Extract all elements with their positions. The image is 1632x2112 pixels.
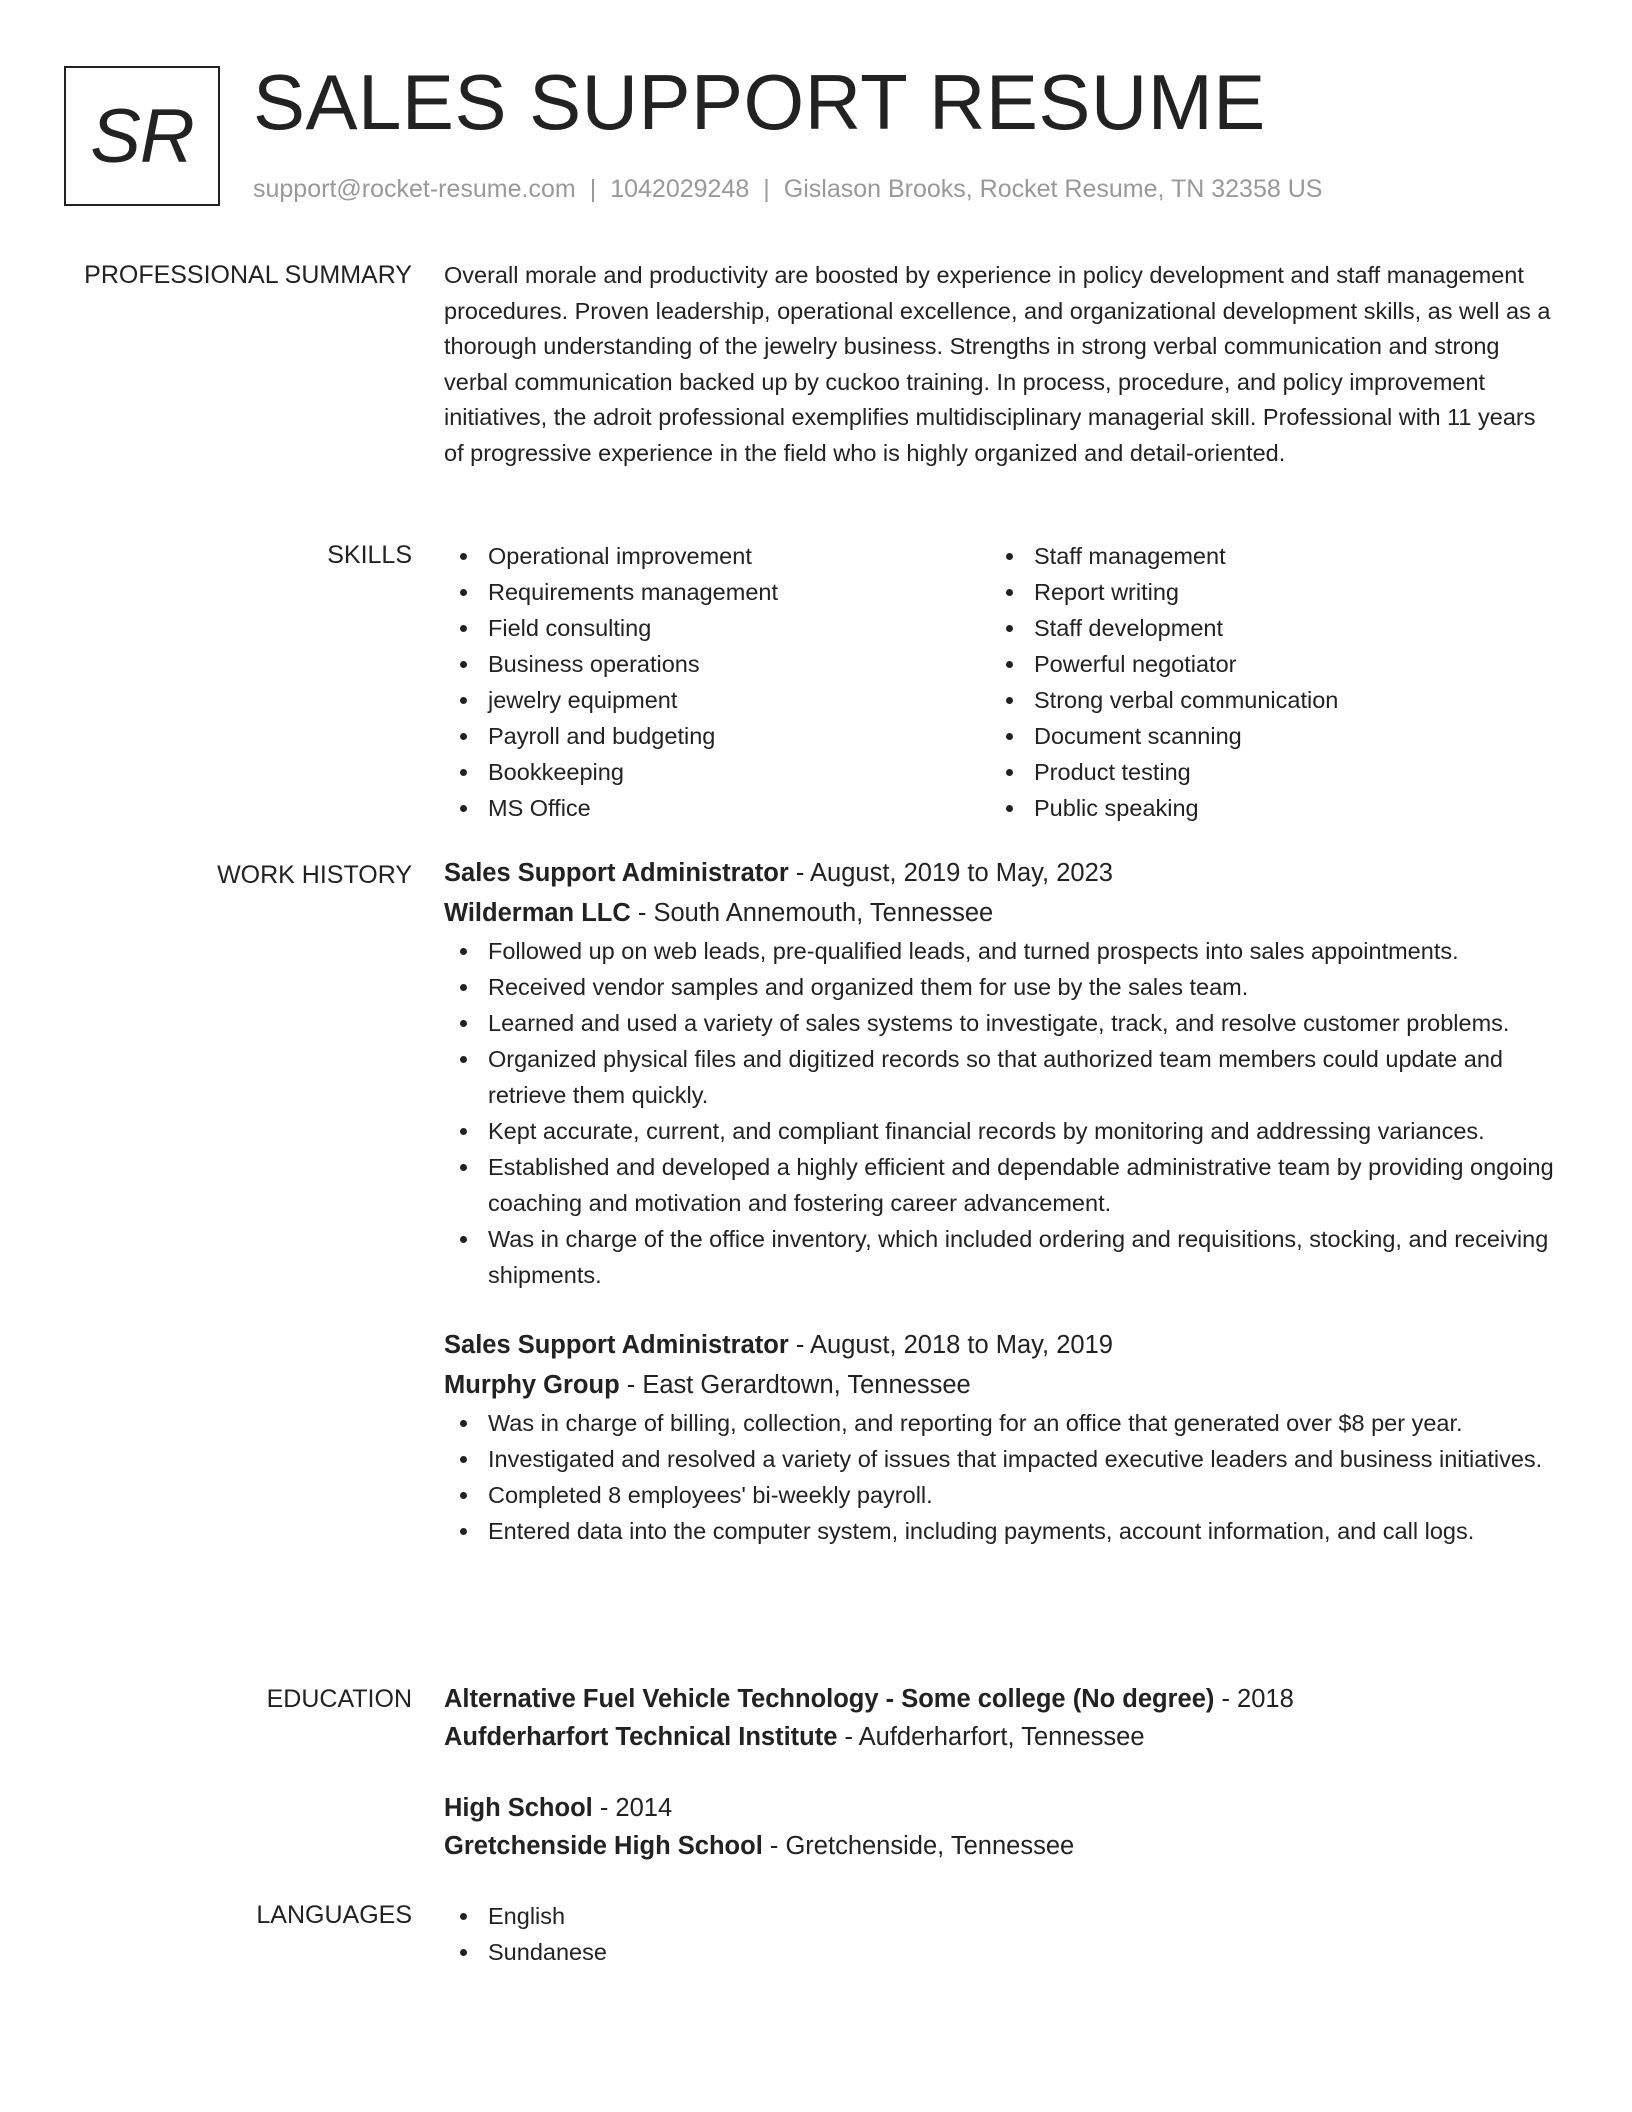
education-school: Aufderharfort Technical Institute (444, 1723, 838, 1751)
job-duty: Received vendor samples and organized them for use by the sales team. (444, 969, 1564, 1005)
job-company-line (444, 1365, 1564, 1405)
job-location: - East Gerardtown, Tennessee (619, 1371, 971, 1399)
job-entry (444, 853, 1564, 1293)
work-history-heading: WORK HISTORY (217, 861, 412, 889)
skill-item: Business operations (444, 646, 990, 682)
job-duty: Was in charge of the office inventory, which included ordering and requisitions, stocking, and receiving shipments. (444, 1221, 1564, 1293)
job-company-line (444, 893, 1564, 933)
summary-heading: PROFESSIONAL SUMMARY (84, 261, 412, 289)
skill-item: Field consulting (444, 610, 990, 646)
skill-item: Payroll and budgeting (444, 718, 990, 754)
skill-item: Bookkeeping (444, 754, 990, 790)
summary-text: Overall morale and productivity are boosted by experience in policy development and staff management procedures. Proven leadership, operational excellence, and organizational development skills, as well as a thorough understanding of the jewelry business. Strengths in strong verbal communication and strong verbal communication backed up by cuckoo training. In process, procedure, and policy improvement initiatives, the adroit professional exemplifies multidisciplinary managerial skill. Professional with 11 years of progressive experience in the field who is highly organized and detail-oriented. (444, 262, 1551, 466)
monogram-logo: SR (64, 66, 220, 206)
contact-phone[interactable]: 1042029248 (610, 175, 750, 203)
education-year: - 2018 (1214, 1685, 1294, 1713)
education-entry (444, 1789, 1564, 1865)
job-title: Sales Support Administrator (444, 859, 789, 887)
language-item: English (444, 1898, 1564, 1934)
education-heading: EDUCATION (266, 1685, 412, 1713)
skill-item: Staff development (990, 610, 1536, 646)
skill-item: Requirements management (444, 574, 990, 610)
job-duty: Established and developed a highly efficient and dependable administrative team by providing ongoing coaching and motivation and fostering career advancement. (444, 1149, 1564, 1221)
job-company: Wilderman LLC (444, 899, 631, 927)
contact-line (253, 172, 1322, 206)
education-year: - 2014 (592, 1794, 673, 1822)
job-dates: - August, 2019 to May, 2023 (788, 859, 1113, 887)
work-history-body (444, 858, 1564, 1549)
skill-item: Product testing (990, 754, 1536, 790)
job-title: Sales Support Administrator (444, 1331, 789, 1359)
job-duty: Completed 8 employees' bi-weekly payroll. (444, 1477, 1564, 1513)
languages-list (444, 1898, 1564, 1970)
education-school-line (444, 1718, 1564, 1756)
skill-item: jewelry equipment (444, 682, 990, 718)
education-degree: High School (444, 1794, 593, 1822)
education-school-line (444, 1827, 1564, 1865)
skill-item: Public speaking (990, 790, 1536, 826)
skills-heading: SKILLS (327, 541, 412, 569)
skill-item: Operational improvement (444, 538, 990, 574)
languages-heading: LANGUAGES (256, 1901, 412, 1929)
education-degree-line (444, 1680, 1564, 1718)
education-body (444, 1682, 1564, 1865)
skill-item: Strong verbal communication (990, 682, 1536, 718)
job-duty: Entered data into the computer system, including payments, account information, and call logs. (444, 1513, 1564, 1549)
skill-item: Powerful negotiator (990, 646, 1536, 682)
education-location: - Aufderharfort, Tennessee (837, 1723, 1145, 1751)
resume-title: SALES SUPPORT RESUME (253, 58, 1266, 146)
job-title-line (444, 1325, 1564, 1365)
education-school: Gretchenside High School (444, 1832, 763, 1860)
job-duty: Investigated and resolved a variety of issues that impacted executive leaders and business initiatives. (444, 1441, 1564, 1477)
contact-separator: | (763, 175, 770, 203)
skills-list-right (990, 538, 1536, 826)
job-duty: Kept accurate, current, and compliant financial records by monitoring and addressing variances. (444, 1113, 1564, 1149)
skill-item: MS Office (444, 790, 990, 826)
job-duty: Organized physical files and digitized records so that authorized team members could update and retrieve them quickly. (444, 1041, 1564, 1113)
job-duty: Followed up on web leads, pre-qualified leads, and turned prospects into sales appointments. (444, 933, 1564, 969)
skills-list-left (444, 538, 990, 826)
job-duties-list (444, 933, 1564, 1293)
job-duties-list (444, 1405, 1564, 1549)
contact-separator: | (589, 175, 597, 203)
education-location: - Gretchenside, Tennessee (762, 1832, 1075, 1860)
contact-address: Gislason Brooks, Rocket Resume, TN 32358 US (783, 175, 1323, 203)
job-title-line (444, 853, 1564, 893)
education-degree: Alternative Fuel Vehicle Technology - Some college (No degree) (444, 1685, 1215, 1713)
job-duty: Was in charge of billing, collection, and reporting for an office that generated over $8 per year. (444, 1405, 1564, 1441)
job-company: Murphy Group (444, 1371, 620, 1399)
job-entry (444, 1325, 1564, 1549)
summary-body (444, 258, 1564, 472)
job-location: - South Annemouth, Tennessee (630, 899, 994, 927)
skills-body (444, 538, 1564, 826)
skill-item: Document scanning (990, 718, 1536, 754)
job-duty: Learned and used a variety of sales systems to investigate, track, and resolve customer problems. (444, 1005, 1564, 1041)
language-item: Sundanese (444, 1934, 1564, 1970)
contact-email[interactable]: support@rocket-resume.com (253, 175, 576, 203)
job-dates: - August, 2018 to May, 2019 (788, 1331, 1113, 1359)
languages-body (444, 1898, 1564, 1970)
education-degree-line (444, 1789, 1564, 1827)
skill-item: Report writing (990, 574, 1536, 610)
skill-item: Staff management (990, 538, 1536, 574)
education-entry (444, 1680, 1564, 1756)
